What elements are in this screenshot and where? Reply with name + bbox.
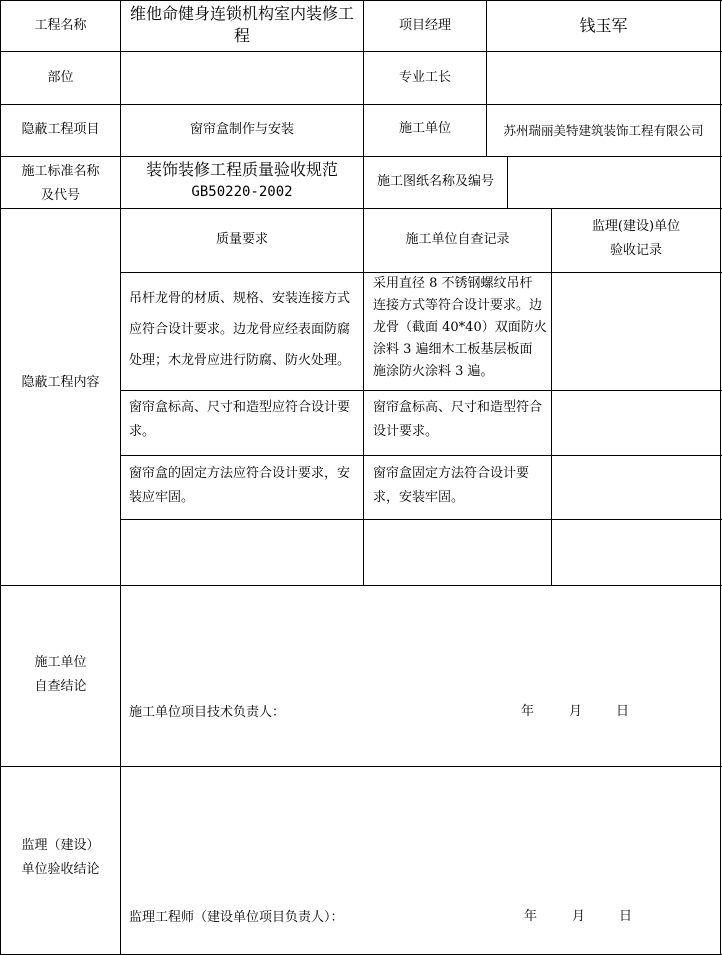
col-self-check-header: 施工单位自查记录 — [405, 232, 510, 247]
col-supervision-line2: 验收记录 — [609, 243, 662, 258]
self-check-cell — [364, 520, 551, 585]
hidden-item-value: 窗帘盒制作与安装 — [189, 122, 294, 137]
supervision-cell — [552, 273, 720, 390]
manager-label: 项目经理 — [398, 18, 451, 33]
check-line: 求，安装牢固。 — [373, 490, 465, 505]
self-check-cell — [364, 462, 551, 519]
contractor-value: 苏州瑞丽美特建筑装饰工程有限公司 — [503, 123, 704, 138]
table-row — [121, 396, 363, 455]
check-line: 采用直径 8 不锈钢螺纹吊杆 — [373, 276, 533, 291]
check-line: 设计要求。 — [373, 424, 439, 439]
drawing-value — [508, 157, 720, 208]
table-row — [121, 462, 363, 519]
manager-value: 钱玉军 — [579, 16, 628, 35]
drawing-label: 施工图纸名称及编号 — [376, 174, 494, 189]
part-value — [121, 52, 363, 104]
check-line: 窗帘盒标高、尺寸和造型符合 — [373, 400, 543, 415]
self-conclusion-line1: 施工单位 — [34, 655, 87, 670]
self-conclusion-line2: 自查结论 — [34, 679, 87, 694]
supervision-cell — [552, 396, 720, 455]
quality-line: 装应牢固。 — [129, 490, 195, 505]
hidden-item-label: 隐蔽工程项目 — [21, 122, 100, 137]
self-conclusion-signer: 施工单位项目技术负责人： — [129, 705, 286, 720]
standard-label-line1: 施工标准名称 — [21, 164, 100, 179]
quality-line: 应符合设计要求。边龙骨应经表面防腐 — [129, 322, 351, 337]
foreman-label: 专业工长 — [398, 70, 451, 85]
quality-line: 窗帘盒标高、尺寸和造型应符合设计要 — [129, 400, 351, 415]
supervision-conclusion-line2: 单位验收结论 — [21, 862, 100, 877]
col-supervision-line1: 监理(建设)单位 — [591, 219, 681, 234]
quality-line: 求。 — [129, 424, 156, 439]
col-quality-header: 质量要求 — [215, 232, 268, 247]
standard-value-line1: 装饰装修工程质量验收规范 — [145, 160, 338, 179]
check-line: 连接方式等符合设计要求。边 — [373, 298, 543, 313]
supervision-conclusion-day: 日 — [619, 909, 633, 924]
self-check-cell — [364, 396, 551, 455]
check-line: 窗帘盒固定方法符合设计要 — [373, 466, 530, 481]
check-line: 涂料 3 遍细木工板基层板面 — [373, 342, 533, 357]
self-conclusion-label — [1, 651, 120, 703]
standard-value-line2: GB50220-2002 — [191, 184, 293, 200]
self-check-cell — [364, 273, 551, 390]
project-name-label: 工程名称 — [34, 18, 87, 33]
quality-line: 吊杆龙骨的材质、规格、安装连接方式 — [129, 291, 351, 306]
quality-line: 窗帘盒的固定方法应符合设计要求，安 — [129, 466, 351, 481]
self-conclusion-day: 日 — [616, 704, 630, 719]
foreman-value — [487, 52, 720, 104]
hidden-content-label: 隐蔽工程内容 — [21, 375, 100, 390]
check-line: 施涂防火涂料 3 遍。 — [373, 364, 494, 379]
standard-value — [121, 159, 363, 208]
supervision-conclusion-line1: 监理（建设） — [21, 838, 100, 853]
table-row — [121, 520, 363, 585]
supervision-conclusion-signer: 监理工程师（建设单位项目负责人）： — [129, 910, 344, 925]
supervision-conclusion-month: 月 — [572, 909, 586, 924]
project-name-value: 维他命健身连锁机构室内装修工程 — [129, 4, 354, 45]
part-label: 部位 — [47, 70, 74, 85]
self-conclusion-month: 月 — [569, 704, 583, 719]
standard-label-line2: 及代号 — [40, 188, 80, 203]
quality-line: 处理；木龙骨应进行防腐、防火处理。 — [129, 353, 351, 368]
supervision-cell — [552, 462, 720, 519]
self-conclusion-year: 年 — [521, 704, 535, 719]
col-supervision-header — [552, 215, 720, 267]
supervision-conclusion-year: 年 — [524, 909, 538, 924]
supervision-conclusion-label — [1, 834, 120, 886]
check-line: 龙骨（截面 40*40）双面防火 — [373, 320, 547, 335]
supervision-cell — [552, 520, 720, 585]
table-row — [121, 273, 363, 390]
contractor-label: 施工单位 — [398, 121, 451, 136]
standard-label — [1, 157, 120, 208]
